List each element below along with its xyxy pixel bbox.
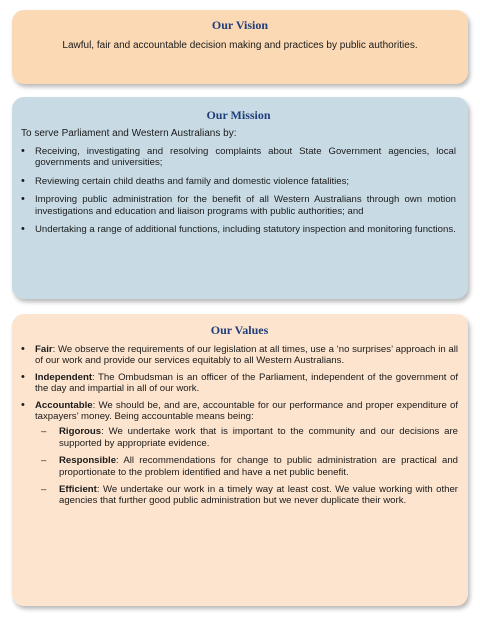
mission-panel <box>12 97 468 299</box>
sub-text-rigorous: : We undertake work that is important to the community and our decisions are supported by appropriate evidence. <box>59 426 458 449</box>
mission-item-undertaking: • Undertaking a range of additional functions, including statutory inspection and monitoring functions. <box>21 224 456 235</box>
value-label-fair: Fair <box>35 344 53 355</box>
value-item-fair <box>21 344 458 367</box>
value-item-accountable <box>21 400 458 507</box>
sub-item-efficient <box>35 484 458 507</box>
sub-text-responsible: : All recommendations for change to public administration are practical and proportionate to the problem identified and have a net public benefit. <box>59 455 458 478</box>
mission-list <box>21 146 456 235</box>
values-heading: Our Values <box>210 323 269 337</box>
mission-item-receiving: • Receiving, investigating and resolving complaints about State Government agencies, local governments and universities; <box>21 146 456 169</box>
mission-item-reviewing: • Reviewing certain child deaths and family and domestic violence fatalities; <box>21 176 456 187</box>
mission-intro: To serve Parliament and Western Australians by: <box>21 128 237 139</box>
sub-label-responsible: Responsible <box>59 455 117 467</box>
values-panel <box>12 314 468 606</box>
vision-heading: Our Vision <box>211 18 269 32</box>
values-list <box>21 344 458 507</box>
value-text-independent: : The Ombudsman is an officer of the Parliament, independent of the government of the day and impartial in all of our work. <box>35 371 458 395</box>
mission-item-improving: • Improving public administration for the benefit of all Western Australians through own motion investigations and education and liaison programs with public authorities; and <box>21 194 456 217</box>
vision-text: Lawful, fair and accountable decision making and practices by public authorities. <box>62 40 418 51</box>
sub-text-efficient: : We undertake our work in a timely way at least cost. We value working with other agencies that further good public administration but we never duplicate their work. <box>59 484 458 507</box>
sub-label-rigorous: Rigorous <box>59 426 102 438</box>
sub-label-efficient: Efficient <box>59 484 97 496</box>
value-text-accountable: : We should be, and are, accountable for our performance and proper expenditure of taxpayers’ money. Being accountable means being: <box>35 399 458 423</box>
value-label-accountable: Accountable <box>35 399 93 411</box>
sub-item-rigorous <box>35 426 458 449</box>
accountable-sub-list <box>35 426 458 506</box>
value-label-independent: Independent <box>35 371 93 383</box>
sub-item-responsible <box>35 455 458 478</box>
mission-heading: Our Mission <box>206 108 271 122</box>
value-item-independent <box>21 372 458 395</box>
value-text-fair: : We observe the requirements of our legislation at all times, use a ‘no surprises’ approach in all of our work and provide our services equitably to all Western Australians. <box>35 344 458 367</box>
vision-panel <box>12 10 468 84</box>
